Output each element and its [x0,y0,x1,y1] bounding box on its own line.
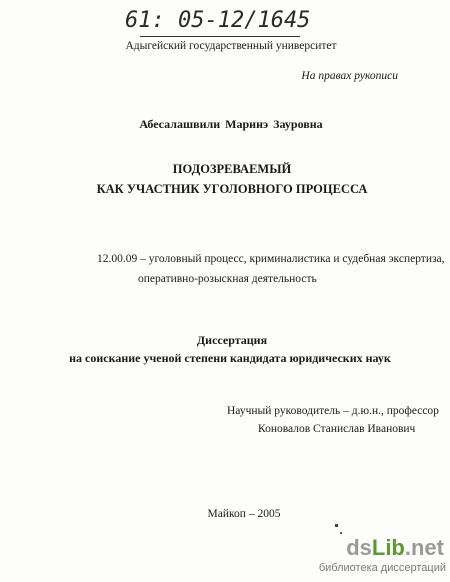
handwriting-underline [140,36,300,37]
watermark-net: .net [404,535,444,560]
scan-speck [335,524,338,527]
thesis-title-line-1: ПОДОЗРЕВАЕМЫЙ [172,162,292,176]
dslib-watermark [318,535,448,581]
supervisor-title: Научный руководитель – д.ю.н., профессор [227,405,439,417]
university-name: Адыгейский государственный университет [125,40,337,52]
handwritten-registration-code: 61: 05-12/1645 [125,8,311,33]
specialty-line-1: 12.00.09 – уголовный процесс, криминалистика и судебная экспертиза, [97,253,445,265]
watermark-ds: ds [346,535,372,560]
watermark-subtitle: библиотека диссертаций [318,562,446,574]
watermark-logo [346,535,444,561]
scan-speck [340,532,342,534]
manuscript-rights-note: На правах рукописи [301,70,398,82]
watermark-lib: Lib [371,535,405,560]
dissertation-label: Диссертация [196,333,268,347]
author-name: Абесалашвили Маринэ Зауровна [139,117,323,131]
supervisor-name: Коновалов Станислав Иванович [258,423,416,435]
place-and-year: Майкоп – 2005 [207,508,281,520]
degree-description: на соискание ученой степени кандидата юридических наук [69,351,391,365]
thesis-title-line-2: КАК УЧАСТНИК УГОЛОВНОГО ПРОЦЕССА [96,182,368,196]
specialty-line-2: оперативно-розыскная деятельность [138,273,317,285]
